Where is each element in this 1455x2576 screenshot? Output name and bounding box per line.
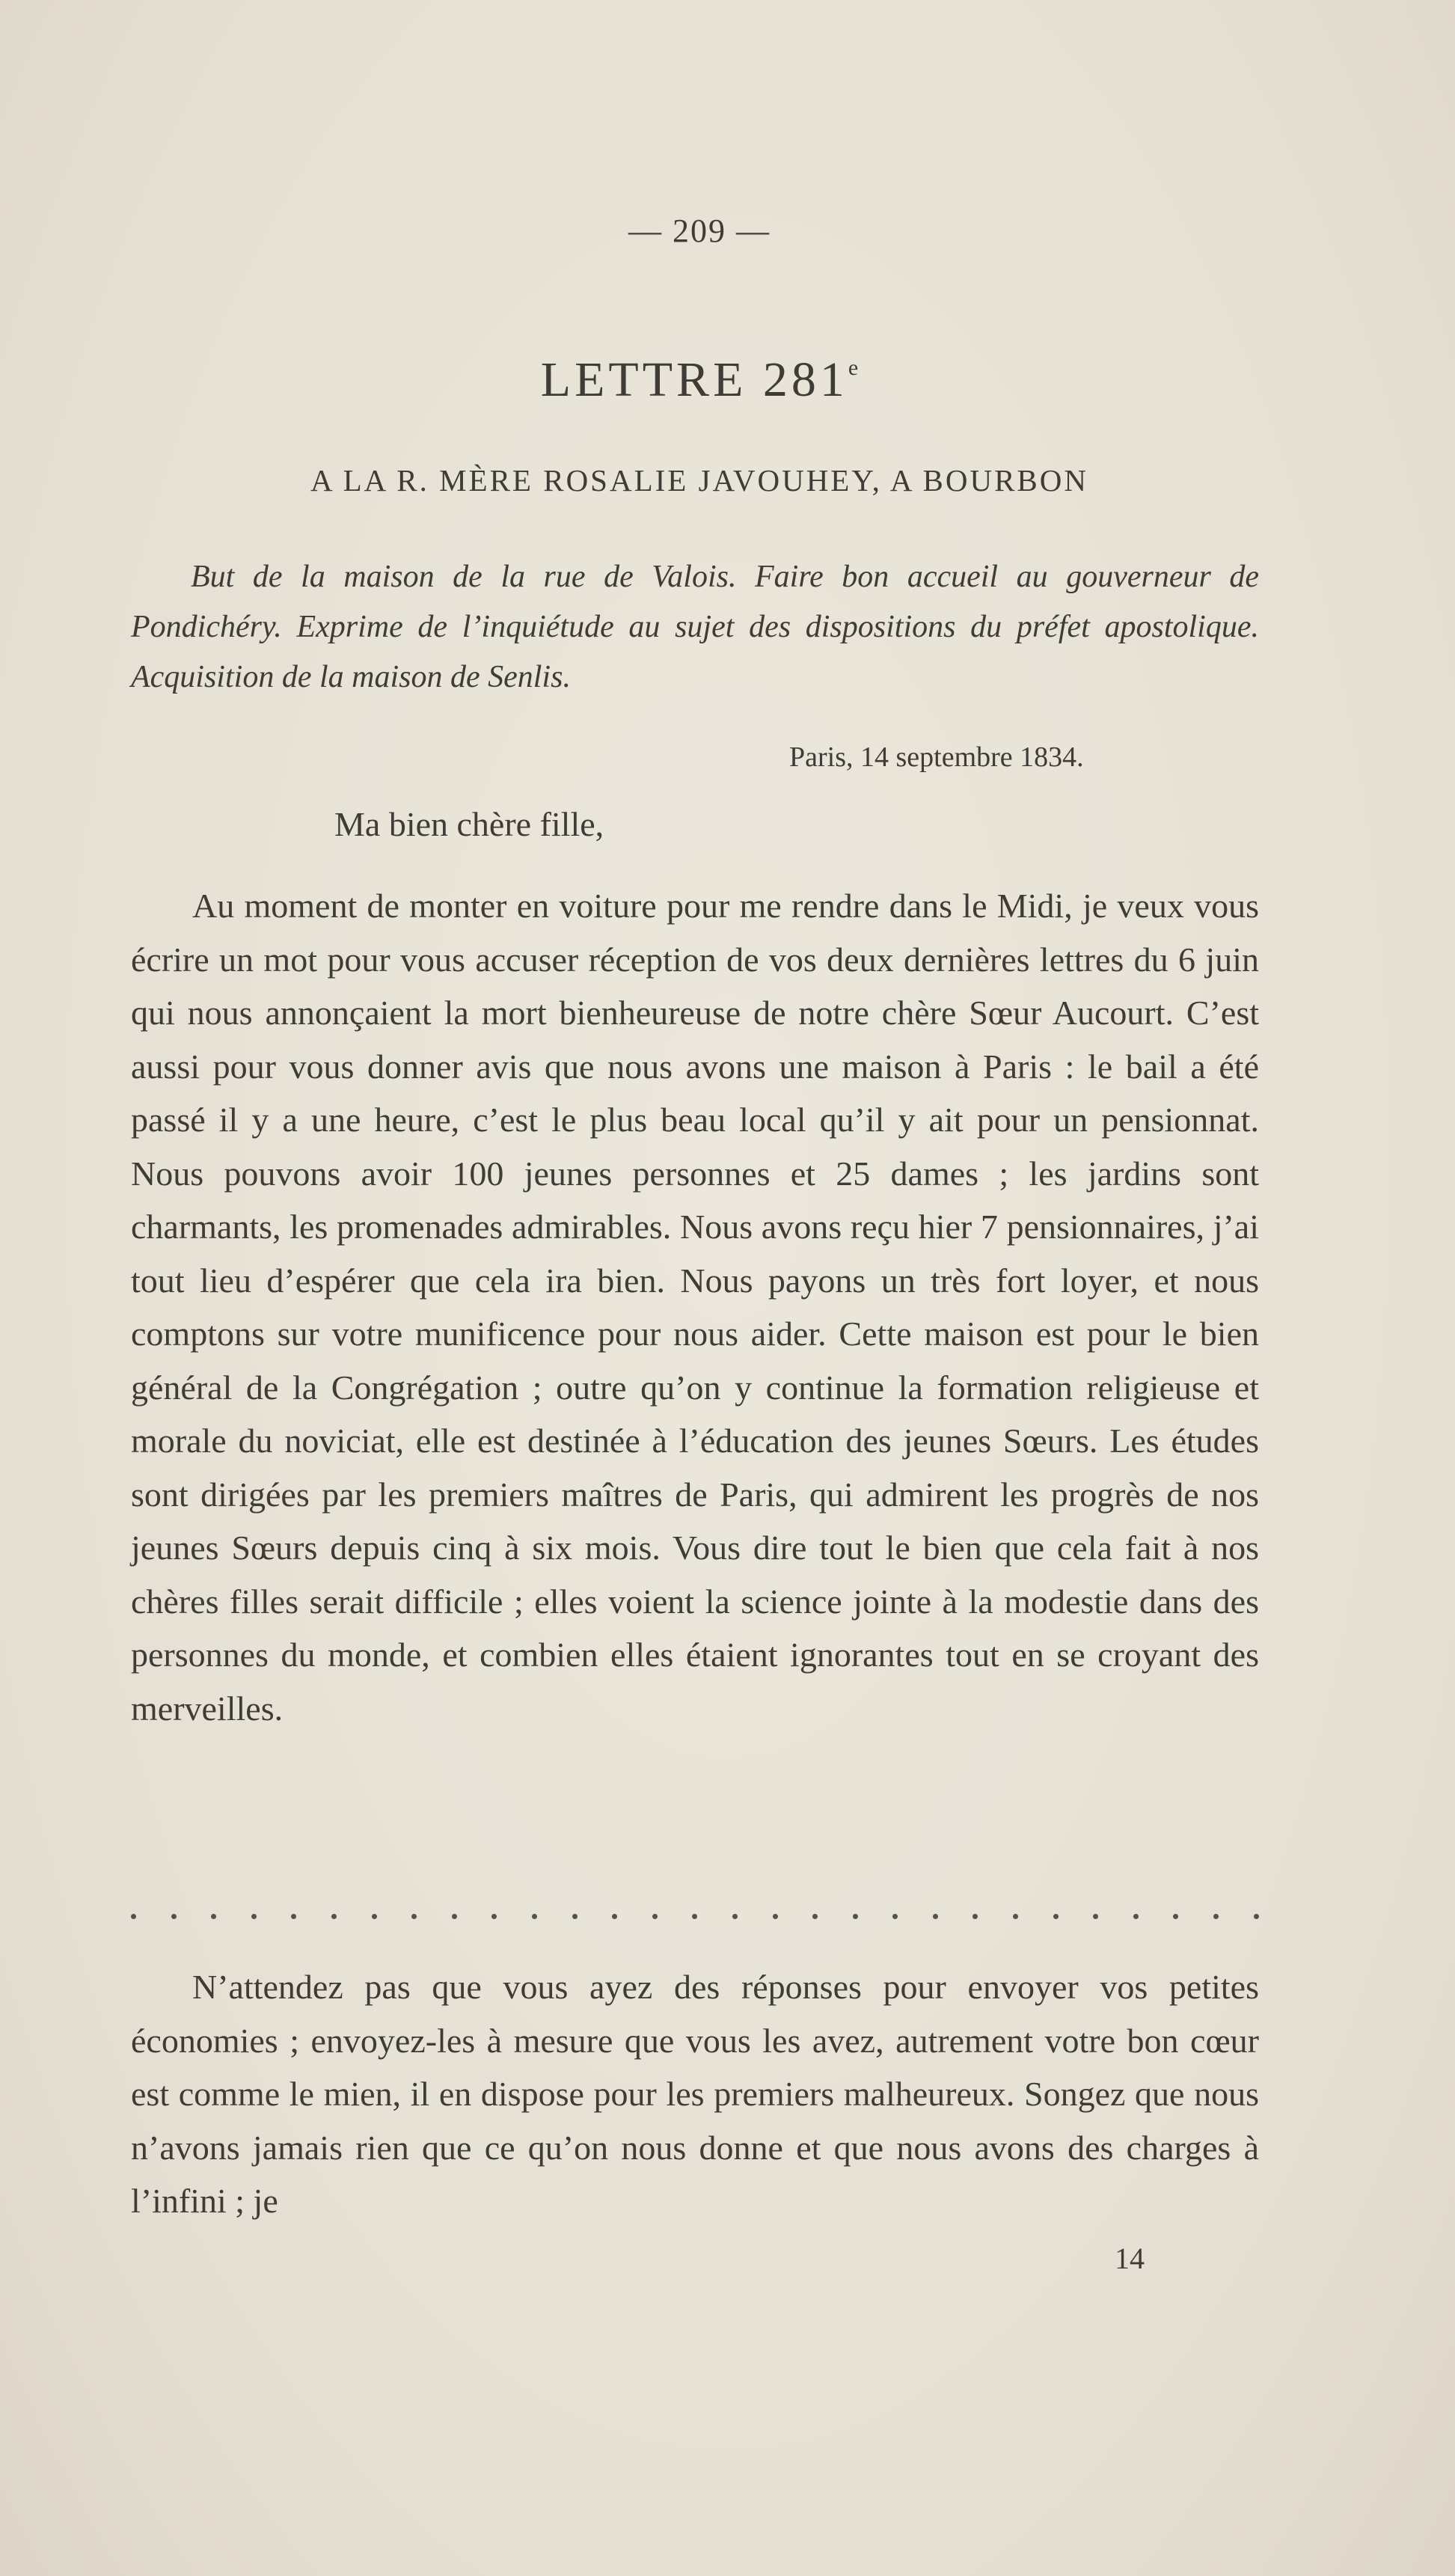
ellipsis-divider [131, 1914, 1259, 1923]
letter-title-main: LETTRE 281 [540, 352, 848, 407]
body-paragraph-1: Au moment de monter en voiture pour me rendre dans le Midi, je veux vous écrire un mot pour vous accuser réception de vos deux dernières lettres du 6 juin qui nous annonçaient la mort bienheureuse de notre chère Sœur Aucourt. C’est aussi pour vous donner avis que nous avons une maison à Paris : le bail a été passé il y a une heure, c’est le plus beau local qu’il y ait pour un pensionnat. Nous pouvons avoir 100 jeunes personnes et 25 dames ; les jardins sont charmants, les promenades admirables. Nous avons reçu hier 7 pensionnaires, j’ai tout lieu d’espérer que cela ira bien. Nous payons un très fort loyer, et nous comptons sur votre munificence pour nous aider. Cette maison est pour le bien général de la Congrégation ; outre qu’on y continue la formation religieuse et morale du noviciat, elle est destinée à l’éducation des jeunes Sœurs. Les études sont dirigées par les premiers maîtres de Paris, qui admirent les progrès de nos jeunes Sœurs depuis cinq à six mois. Vous dire tout le bien que cela fait à nos chères filles serait difficile ; elles voient la science jointe à la modestie dans des personnes du monde, et combien elles étaient ignorantes tout en se croyant des merveilles. [131, 887, 1259, 1728]
page-number: — 209 — [628, 212, 771, 249]
signature-mark: 14 [1115, 2242, 1145, 2275]
letter-title-superscript: e [848, 355, 859, 380]
body-paragraph-2: N’attendez pas que vous ayez des réponses pour envoyer vos petites économies ; envoyez-les à mesure que vous les avez, autrement votre bon cœur est comme le mien, il en dispose pour les premiers malheureux. Songez que nous n’avons jamais rien que ce qu’on nous donne et que nous avons des charges à l’infini ; je [131, 1968, 1259, 2220]
salutation: Ma bien chère fille, [334, 805, 604, 843]
addressee-heading: A LA R. MÈRE ROSALIE JAVOUHEY, A BOURBON [310, 463, 1088, 498]
letter-summary: But de la maison de la rue de Valois. Faire bon accueil au gouverneur de Pondichéry. Exprime de l’inquiétude au sujet des dispositions du préfet apostolique. Acquisition de la maison de Senlis. [131, 560, 1259, 694]
letter-title [0, 352, 1399, 409]
letter-date: Paris, 14 septembre 1834. [789, 741, 1084, 773]
